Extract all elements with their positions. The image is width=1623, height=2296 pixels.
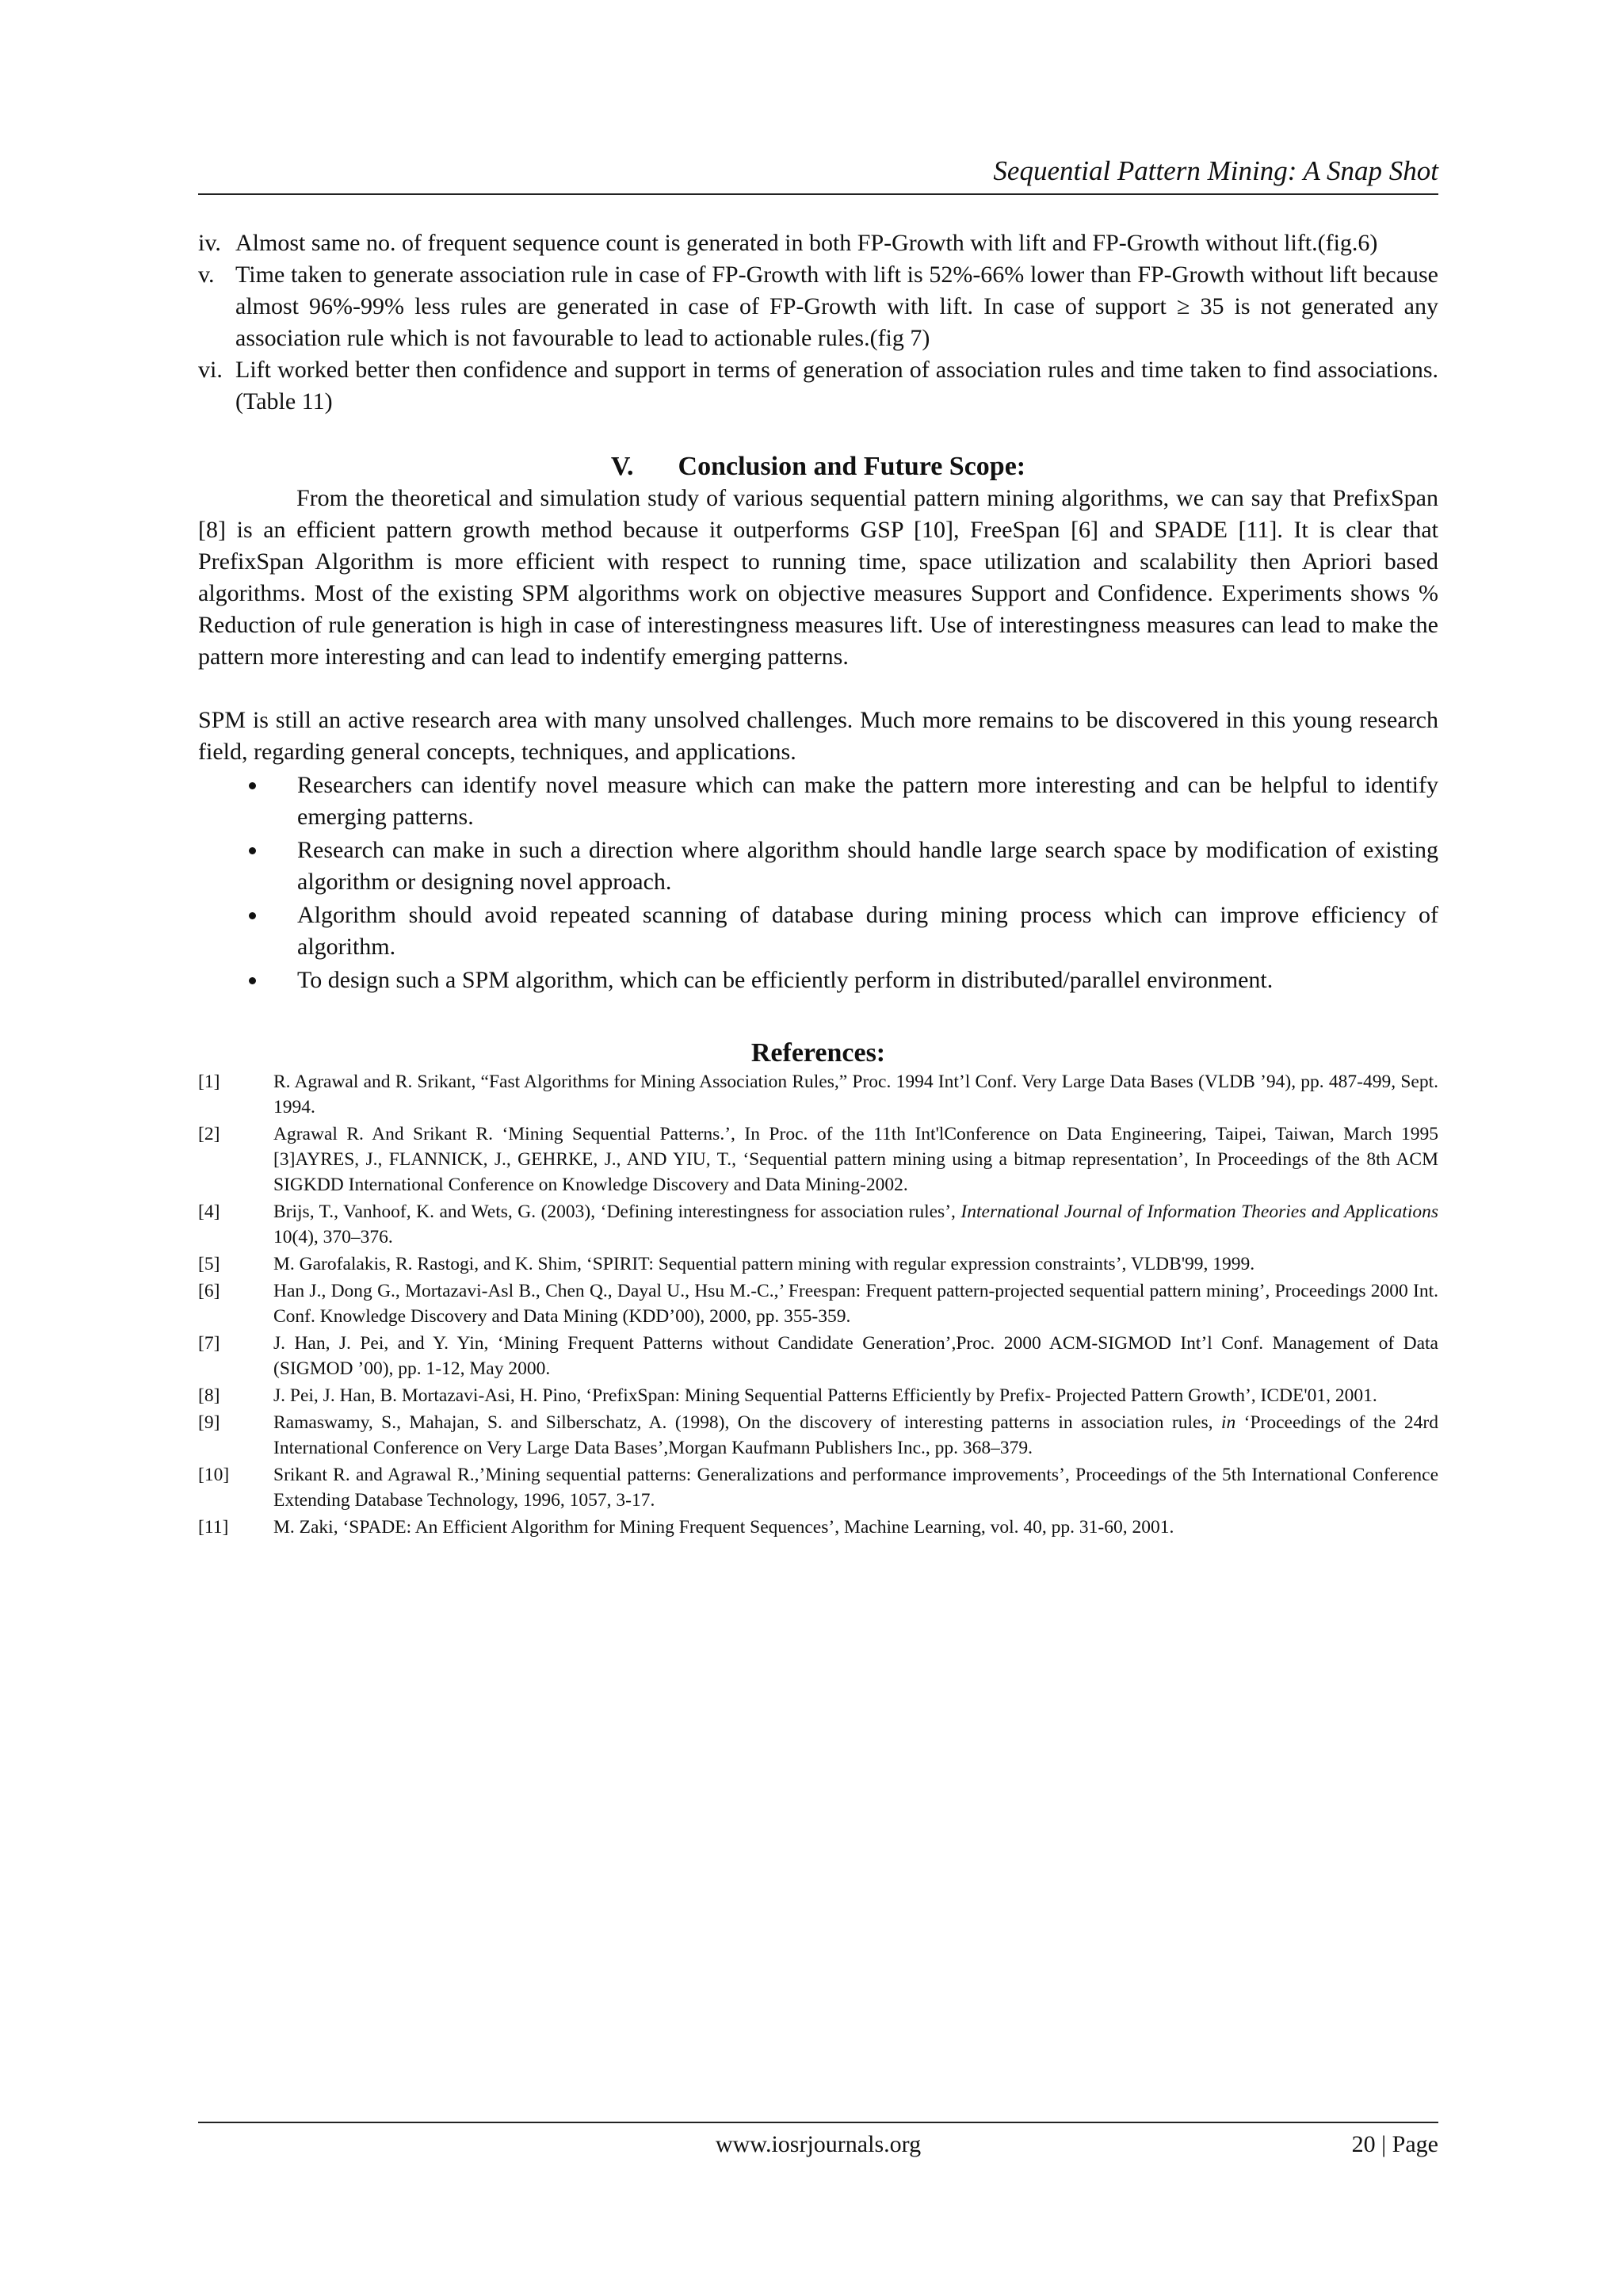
list-item <box>198 770 1438 833</box>
finding-text: Time taken to generate association rule in case of FP-Growth with lift is 52%-66% lower than FP-Growth without lift because almost 96%-99% less rules are generated in case of FP-Growth with lift. In case of support ≥ 35 is not generated any association rule which is not favourable to lead to actionable rules.(fig 7) <box>235 262 1438 351</box>
paper-page <box>198 0 1438 2296</box>
reference-item <box>198 1410 1438 1461</box>
reference-text: Srikant R. and Agrawal R.,’Mining sequential patterns: Generalizations and performance improvements’, Proceedings of the 5th International Conference Extending Database Technology, 1996, 1057, 3-17. <box>273 1465 1438 1511</box>
list-item <box>198 835 1438 898</box>
reference-number: [10] <box>198 1465 230 1485</box>
finding-item <box>198 227 1438 259</box>
section-heading-conclusion <box>198 451 1438 483</box>
reference-text-pre: Ramaswamy, S., Mahajan, S. and Silberschatz, A. (1998), On the discovery of interesting patterns in association rules, <box>273 1412 1221 1433</box>
reference-number: [9] <box>198 1412 220 1433</box>
list-item <box>198 965 1438 996</box>
reference-item <box>198 1121 1438 1198</box>
reference-text: R. Agrawal and R. Srikant, “Fast Algorithms for Mining Association Rules,” Proc. 1994 Int’l Conf. Very Large Data Bases (VLDB ’94), pp. 487-499, Sept. 1994. <box>273 1072 1438 1117</box>
reference-number: [5] <box>198 1254 220 1274</box>
bullet-icon <box>249 847 256 854</box>
list-item-text: Research can make in such a direction where algorithm should handle large search space by modification of existing algorithm or designing novel approach. <box>297 837 1438 895</box>
page-number: 20 | Page <box>1351 2131 1438 2157</box>
reference-item <box>198 1069 1438 1120</box>
future-scope-list <box>198 770 1438 996</box>
reference-journal: International Journal of Information Theories and Applications <box>960 1201 1438 1222</box>
reference-text: M. Garofalakis, R. Rastogi, and K. Shim, ‘SPIRIT: Sequential pattern mining with regular expression constraints’, VLDB'99, 1999. <box>273 1254 1255 1274</box>
reference-number: [4] <box>198 1201 220 1222</box>
reference-number: [1] <box>198 1072 220 1092</box>
reference-number: [7] <box>198 1333 220 1354</box>
reference-text-post: 10(4), 370–376. <box>273 1227 393 1247</box>
reference-number: [2] <box>198 1124 220 1144</box>
list-item-text: Algorithm should avoid repeated scanning of database during mining process which can improve efficiency of algorithm. <box>297 902 1438 960</box>
reference-number: [11] <box>198 1517 229 1538</box>
reference-text-pre: Brijs, T., Vanhoof, K. and Wets, G. (2003), ‘Defining interestingness for association rules’, <box>273 1201 961 1222</box>
reference-item <box>198 1278 1438 1329</box>
reference-number: [6] <box>198 1281 220 1301</box>
running-title: Sequential Pattern Mining: A Snap Shot <box>993 155 1438 186</box>
bullet-icon <box>249 782 256 789</box>
references-heading: References: <box>750 1038 886 1068</box>
reference-number: [8] <box>198 1385 220 1406</box>
finding-number: vi. <box>198 357 223 383</box>
reference-text: Han J., Dong G., Mortazavi-Asl B., Chen Q., Dayal U., Hsu M.-C.,’ Freespan: Frequent pattern-projected sequential pattern mining’, Proceedings 2000 Int. Conf. Knowledge Discovery and Data Mining (KDD’00), 2000, pp. 355-359. <box>273 1281 1438 1327</box>
future-scope-paragraph: SPM is still an active research area with many unsolved challenges. Much more remains to be discovered in this young research field, regarding general concepts, techniques, and applications. <box>198 707 1438 765</box>
finding-text: Almost same no. of frequent sequence count is generated in both FP-Growth with lift and FP-Growth without lift.(fig.6) <box>235 230 1378 256</box>
page-content <box>198 227 1438 1541</box>
finding-item <box>198 259 1438 354</box>
footer-website: www.iosrjournals.org <box>715 2131 922 2157</box>
findings-list <box>198 227 1438 418</box>
reference-text-post: ‘Proceedings of the 24rd International Conference on Very Large Data Bases’,Morgan Kaufmann Publishers Inc., pp. 368–379. <box>273 1412 1438 1458</box>
list-item-text: To design such a SPM algorithm, which can be efficiently perform in distributed/parallel environment. <box>297 967 1274 993</box>
list-item <box>198 900 1438 963</box>
footer-rule <box>198 2122 1438 2123</box>
reference-text: Agrawal R. And Srikant R. ‘Mining Sequential Patterns.’, In Proc. of the 11th Int'lConference on Data Engineering, Taipei, Taiwan, March 1995 [3]AYRES, J., FLANNICK, J., GEHRKE, J., AND YIU, T., ‘Sequential pattern mining using a bitmap representation’, In Proceedings of the 8th ACM SIGKDD International Conference on Knowledge Discovery and Data Mining-2002. <box>273 1124 1438 1195</box>
header-rule <box>198 193 1438 195</box>
reference-item <box>198 1199 1438 1250</box>
reference-italic: in <box>1220 1412 1236 1433</box>
reference-text: M. Zaki, ‘SPADE: An Efficient Algorithm for Mining Frequent Sequences’, Machine Learning, vol. 40, pp. 31-60, 2001. <box>273 1517 1174 1538</box>
finding-item <box>198 354 1438 418</box>
finding-number: iv. <box>198 230 221 256</box>
reference-item <box>198 1462 1438 1513</box>
list-item-text: Researchers can identify novel measure which can make the pattern more interesting and can be helpful to identify emerging patterns. <box>297 772 1438 830</box>
finding-text: Lift worked better then confidence and support in terms of generation of association rules and time taken to find associations.(Table 11) <box>235 357 1438 415</box>
references-list <box>198 1069 1438 1540</box>
section-title: Conclusion and Future Scope: <box>678 452 1026 481</box>
reference-item <box>198 1251 1438 1277</box>
bullet-icon <box>249 977 256 984</box>
reference-text: J. Pei, J. Han, B. Mortazavi-Asi, H. Pino, ‘PrefixSpan: Mining Sequential Patterns Efficiently by Prefix- Projected Pattern Growth’, ICDE'01, 2001. <box>273 1385 1377 1406</box>
reference-text: J. Han, J. Pei, and Y. Yin, ‘Mining Frequent Patterns without Candidate Generation’,Proc. 2000 ACM-SIGMOD Int’l Conf. Management of Data (SIGMOD ’00), pp. 1-12, May 2000. <box>273 1333 1438 1379</box>
section-number: V. <box>610 452 634 481</box>
finding-number: v. <box>198 262 215 288</box>
conclusion-paragraph: From the theoretical and simulation study of various sequential pattern mining algorithms, we can say that PrefixSpan [8] is an efficient pattern growth method because it outperforms GSP [10], FreeSpan [6] and SPADE [11]. It is clear that PrefixSpan Algorithm is more efficient with respect to running time, space utilization and scalability then Apriori based algorithms. Most of the existing SPM algorithms work on objective measures Support and Confidence. Experiments shows % Reduction of rule generation is high in case of interestingness measures lift. Use of interestingness measures can lead to make the pattern more interesting and can lead to indentify emerging patterns. <box>198 485 1438 670</box>
reference-item <box>198 1515 1438 1540</box>
reference-item <box>198 1331 1438 1381</box>
bullet-icon <box>249 912 256 919</box>
reference-item <box>198 1383 1438 1408</box>
